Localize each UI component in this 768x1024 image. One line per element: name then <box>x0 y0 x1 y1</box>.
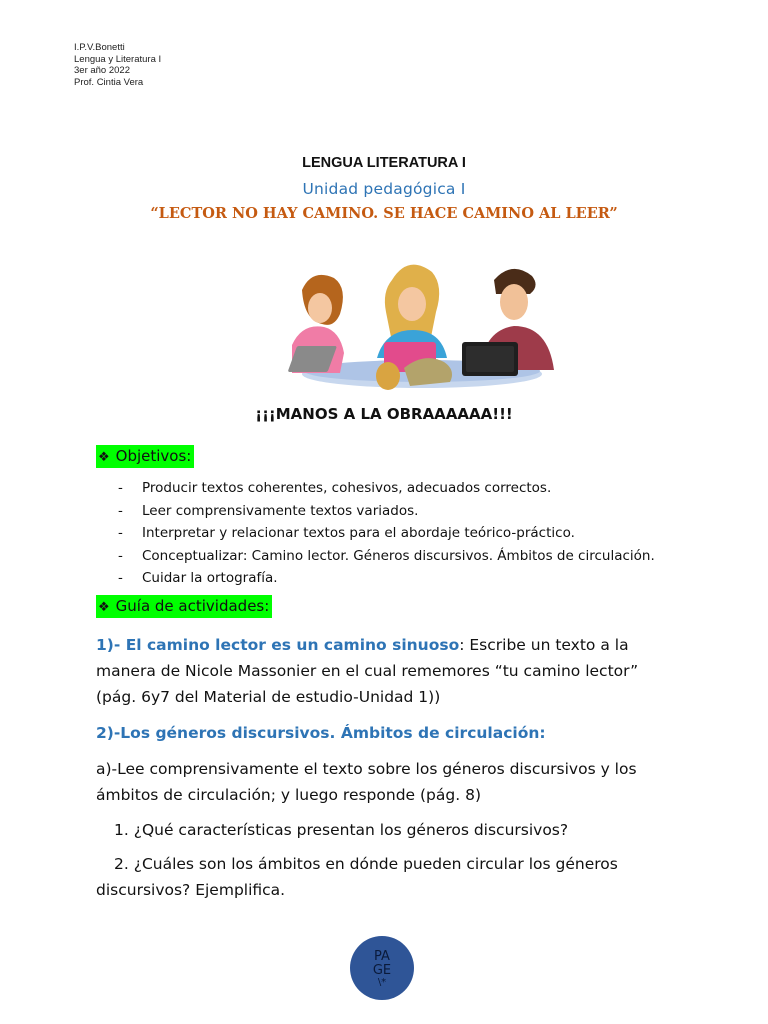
page-badge-line: PA <box>374 949 390 964</box>
dash-bullet: - <box>118 480 123 496</box>
objectives-list <box>118 477 655 590</box>
activity-1-text: : Escribe un texto a la manera de Nicole Massonier en el cual rememores “tu camino lector” (pág. 6y7 del Material de estudio-Unidad 1)) <box>96 636 639 706</box>
objectives-heading-label: Objetivos: <box>115 447 192 465</box>
diamond-bullet-icon: ❖ <box>98 600 110 615</box>
question-1: 1. ¿Qué características presentan los géneros discursivos? <box>114 821 569 839</box>
list-item-text: Cuidar la ortografía. <box>142 570 278 586</box>
dash-bullet: - <box>118 570 123 586</box>
course-year: 3er año 2022 <box>74 65 130 76</box>
page-number-badge <box>350 936 414 1000</box>
page-badge-line: GE <box>372 963 392 978</box>
activity-2-title: 2)-Los géneros discursivos. Ámbitos de circulación: <box>96 724 546 742</box>
highlight <box>96 595 272 618</box>
diamond-bullet-icon: ❖ <box>98 450 110 465</box>
highlight <box>96 445 194 468</box>
list-item <box>118 500 655 523</box>
activity-1-title: 1)- El camino lector es un camino sinuoso <box>96 636 460 654</box>
list-item <box>118 545 655 568</box>
list-item <box>118 567 655 590</box>
question-2: 2. ¿Cuáles son los ámbitos en dónde pueden circular los géneros discursivos? Ejemplifica. <box>96 855 618 899</box>
list-item-text: Interpretar y relacionar textos para el abordaje teórico-práctico. <box>142 525 575 541</box>
dash-bullet: - <box>118 502 123 519</box>
dash-bullet: - <box>118 525 123 541</box>
dash-bullet: - <box>118 547 123 564</box>
objectives-heading <box>96 447 194 465</box>
motto: “LECTOR NO HAY CAMINO. SE HACE CAMINO AL LEER” <box>150 205 618 222</box>
unit-subtitle: Unidad pedagógica I <box>302 180 466 198</box>
guide-heading-label: Guía de actividades: <box>115 597 270 615</box>
subject-name: Lengua y Literatura I <box>74 53 162 65</box>
list-item-text: Producir textos coherentes, cohesivos, adecuados correctos. <box>142 480 552 496</box>
school-name: I.P.V.Bonetti <box>74 42 125 53</box>
activity-1 <box>96 632 676 710</box>
activity-2-part-a: a)-Lee comprensivamente el texto sobre los géneros discursivos y los ámbitos de circulación; y luego responde (pág. 8) <box>96 760 637 804</box>
students-illustration <box>262 250 584 400</box>
teacher-name: Prof. Cintia Vera <box>74 76 144 88</box>
page-badge-line: \* <box>377 977 387 988</box>
list-item-text: Leer comprensivamente textos variados. <box>142 502 419 519</box>
slogan: ¡¡¡MANOS A LA OBRAAAAAA!!! <box>255 405 513 423</box>
document-header <box>74 42 161 88</box>
list-item <box>118 477 655 500</box>
page-title: LENGUA LITERATURA I <box>302 155 466 171</box>
list-item-text: Conceptualizar: Camino lector. Géneros discursivos. Ámbitos de circulación. <box>142 547 655 564</box>
list-item <box>118 522 655 545</box>
guide-heading <box>96 597 272 615</box>
